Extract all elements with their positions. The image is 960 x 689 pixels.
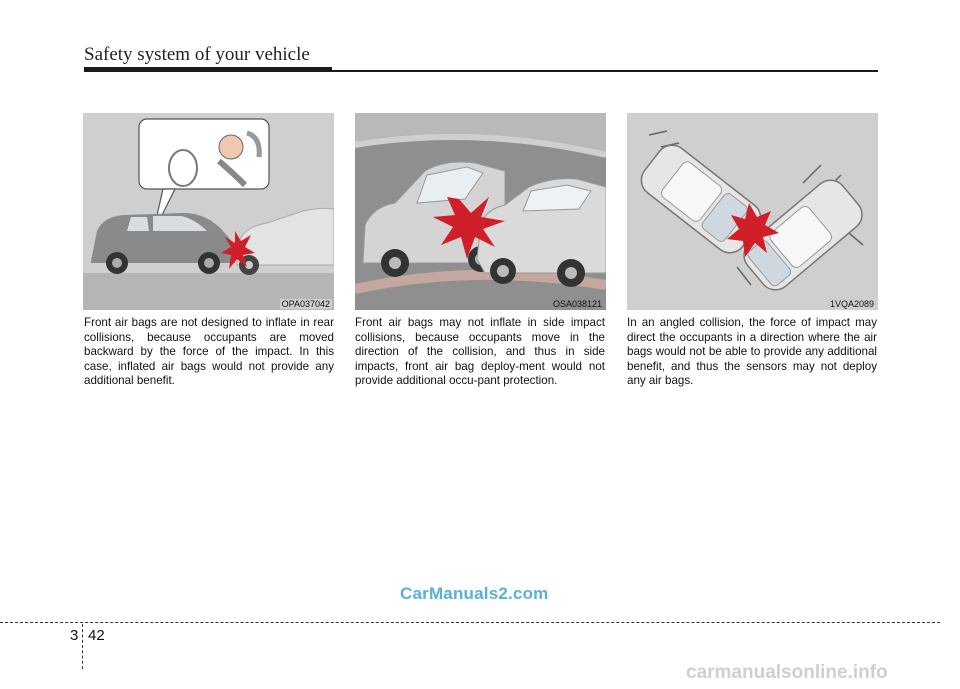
footer-rule [0, 622, 940, 623]
footer-divider [82, 624, 83, 669]
footer-site-watermark: carmanualsonline.info [686, 662, 888, 683]
caption-rear-collision: Front air bags are not designed to inflate in rear collisions, because occupants are moved backward by the force of the impact. In this case, inflated air bags would not provide any additional benefit. [84, 316, 334, 388]
angled-collision-illustration [627, 113, 878, 310]
figure-angled-collision [627, 113, 878, 310]
figure-code: OSA038121 [552, 299, 602, 309]
rear-collision-illustration [83, 113, 334, 310]
figure-code: OPA037042 [281, 299, 330, 309]
figure-code: 1VQA2089 [829, 299, 874, 309]
page-number: 42 [88, 627, 105, 644]
figure-rear-collision [83, 113, 334, 310]
caption-angled-collision: In an angled collision, the force of impact may direct the occupants in a direction where the air bags would not be able to provide any additional benefit, and thus the sensors may not deploy any air bags. [627, 316, 877, 388]
side-impact-illustration [355, 113, 606, 310]
section-number: 3 [70, 627, 79, 644]
caption-side-impact: Front air bags may not inflate in side impact collisions, because occupants move in the direction of the collision, and thus in side impacts, front air bag deploy-ment would not provide additional occu-pant protection. [355, 316, 605, 388]
page-header-title: Safety system of your vehicle [84, 44, 310, 65]
figure-side-impact [355, 113, 606, 310]
watermark-link[interactable]: CarManuals2.com [400, 584, 549, 603]
header-rule [84, 67, 878, 72]
